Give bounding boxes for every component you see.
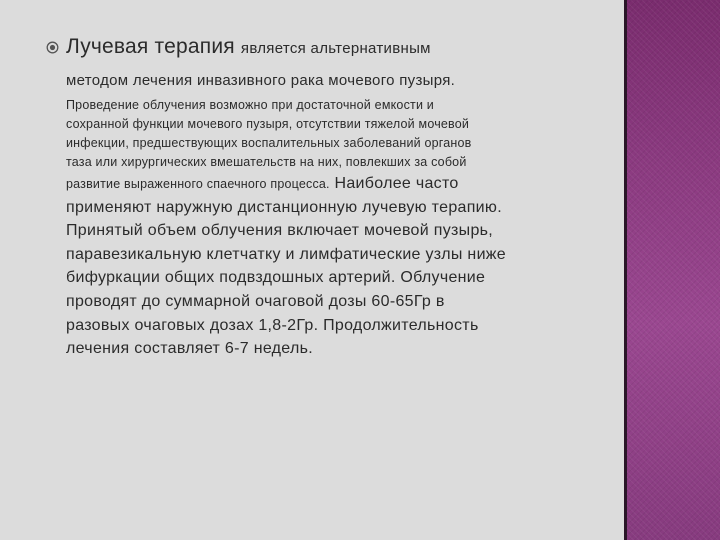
title-line bbox=[66, 32, 611, 64]
title-continuation: является альтернативным bbox=[240, 40, 431, 57]
therapy-line-7: лечения составляет 6-7 недель. bbox=[66, 340, 313, 358]
conditions-line-4: таза или хирургических вмешательств на них, повлекших за собой bbox=[66, 155, 467, 169]
title-term: Лучевая терапия bbox=[66, 35, 235, 58]
paragraph bbox=[66, 32, 611, 361]
therapy-text bbox=[66, 196, 611, 361]
circle-bullet-icon bbox=[46, 41, 59, 54]
conditions-line-2: сохранной функции мочевого пузыря, отсутствии тяжелой мочевой bbox=[66, 117, 470, 131]
decorative-side-band bbox=[627, 0, 720, 540]
therapy-line-2: Принятый объем облучения включает мочевой пузырь, bbox=[66, 222, 494, 240]
method-line: методом лечения инвазивного рака мочевого пузыря. bbox=[66, 72, 456, 89]
therapy-intro: Наиболее часто bbox=[329, 175, 459, 192]
conditions-line-5: развитие выраженного спаечного процесса. bbox=[66, 177, 330, 191]
therapy-line-6: разовых очаговых дозах 1,8-2Гр. Продолжительность bbox=[66, 316, 479, 334]
mixed-line bbox=[66, 172, 611, 196]
conditions-text bbox=[66, 96, 611, 196]
conditions-line-3: инфекции, предшествующих воспалительных заболеваний органов bbox=[66, 136, 472, 150]
conditions-line-1: Проведение облучения возможно при достаточной емкости и bbox=[66, 98, 434, 112]
therapy-line-1: применяют наружную дистанционную лучевую терапию. bbox=[66, 198, 502, 216]
therapy-line-4: бифуркации общих подвздошных артерий. Облучение bbox=[66, 269, 486, 287]
therapy-line-5: проводят до суммарной очаговой дозы 60-65Гр в bbox=[66, 292, 445, 310]
therapy-line-3: паравезикальную клетчатку и лимфатические узлы ниже bbox=[66, 245, 507, 263]
